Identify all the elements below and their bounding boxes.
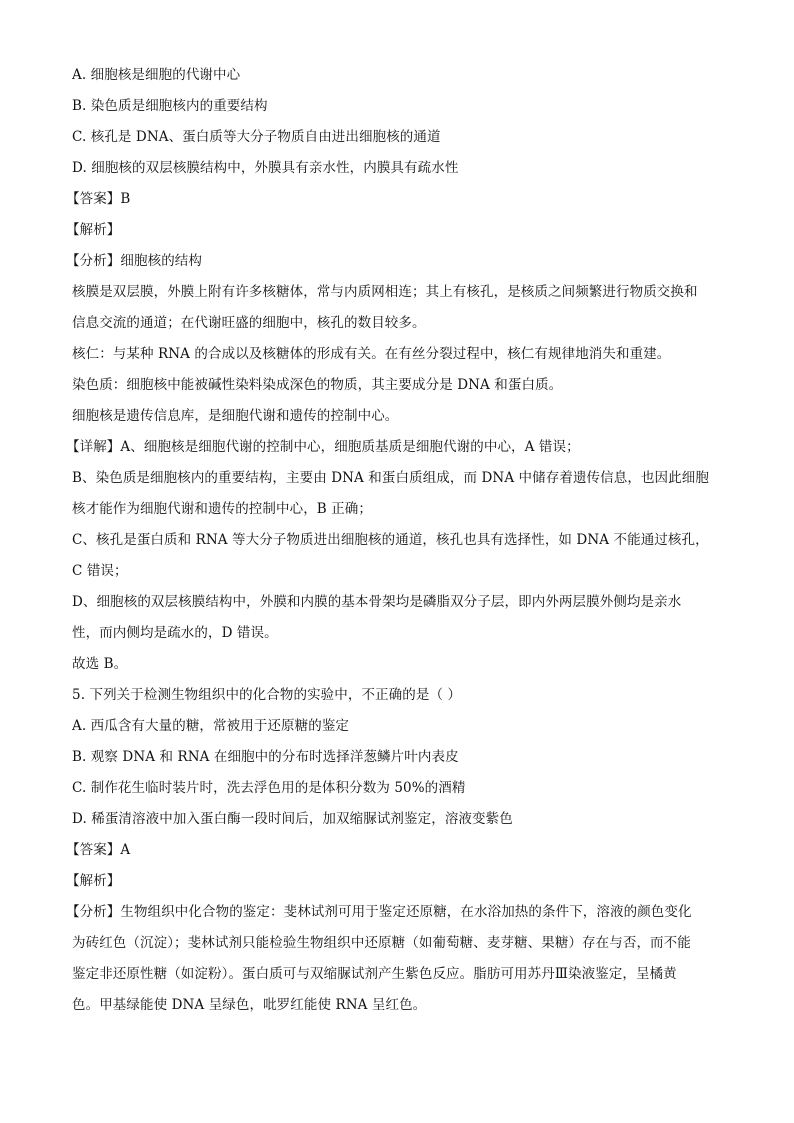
q5-analysis-line: 鉴定非还原性糖（如淀粉）。蛋白质可与双缩脲试剂产生紫色反应。脂肪可用苏丹Ⅲ染液鉴定，呈橘黄 — [72, 966, 677, 982]
q4-analysis-line: 故选 B。 — [72, 656, 128, 672]
q5-analysis-line: 为砖红色（沉淀）；斐林试剂只能检验生物组织中还原糖（如葡萄糖、麦芽糖、果糖）存在与否，而不能 — [72, 935, 691, 951]
q5-analysis-line: 【分析】生物组织中化合物的鉴定：斐林试剂可用于鉴定还原糖，在水浴加热的条件下，溶液的颜色变化 — [66, 904, 692, 920]
q4-analysis-heading: 【解析】 — [66, 222, 121, 238]
q4-option-b: B. 染色质是细胞核内的重要结构 — [72, 98, 268, 114]
q5-option-c: C. 制作花生临时装片时，洗去浮色用的是体积分数为 50%的酒精 — [72, 780, 466, 796]
q4-analysis-line: 核膜是双层膜，外膜上附有许多核糖体，常与内质网相连；其上有核孔，是核质之间频繁进行物质交换和 — [72, 284, 698, 300]
q5-option-b: B. 观察 DNA 和 RNA 在细胞中的分布时选择洋葱鳞片叶内表皮 — [72, 749, 459, 765]
q5-stem: 5. 下列关于检测生物组织中的化合物的实验中，不正确的是（ ） — [72, 687, 462, 703]
document-page — [66, 60, 722, 1021]
q4-analysis-line: 核仁：与某种 RNA 的合成以及核糖体的形成有关。在有丝分裂过程中，核仁有规律地消失和重建。 — [72, 346, 671, 362]
q4-analysis-line: D、细胞核的双层核膜结构中，外膜和内膜的基本骨架均是磷脂双分子层，即内外两层膜外侧均是亲水 — [72, 594, 682, 610]
q5-option-d: D. 稀蛋清溶液中加入蛋白酶一段时间后，加双缩脲试剂鉴定，溶液变紫色 — [72, 811, 513, 827]
q4-analysis-line: 性，而内侧均是疏水的，D 错误。 — [72, 625, 278, 641]
q4-analysis-line: 信息交流的通道；在代谢旺盛的细胞中，核孔的数目较多。 — [72, 315, 426, 331]
q4-answer: 【答案】B — [66, 191, 131, 207]
q5-answer: 【答案】A — [66, 842, 131, 858]
q4-analysis-line: 核才能作为细胞代谢和遗传的控制中心，B 正确； — [72, 501, 373, 517]
q4-analysis-line: 染色质：细胞核中能被碱性染料染成深色的物质，其主要成分是 DNA 和蛋白质。 — [72, 377, 563, 393]
q4-analysis-line: C、核孔是蛋白质和 RNA 等大分子物质进出细胞核的通道，核孔也具有选择性，如 DNA 不能通过核孔， — [72, 532, 709, 548]
q5-analysis-line: 色。甲基绿能使 DNA 呈绿色，吡罗红能使 RNA 呈红色。 — [72, 997, 427, 1013]
q4-analysis-line: 【详解】A、细胞核是细胞代谢的控制中心，细胞质基质是细胞代谢的中心，A 错误； — [66, 439, 580, 455]
q4-analysis-line: 【分析】细胞核的结构 — [66, 253, 202, 269]
q4-analysis-line: B、染色质是细胞核内的重要结构，主要由 DNA 和蛋白质组成，而 DNA 中储存着遗传信息，也因此细胞 — [72, 470, 709, 486]
q4-option-a: A. 细胞核是细胞的代谢中心 — [72, 67, 241, 83]
q4-option-c: C. 核孔是 DNA、蛋白质等大分子物质自由进出细胞核的通道 — [72, 129, 441, 145]
q5-option-a: A. 西瓜含有大量的糖，常被用于还原糖的鉴定 — [72, 718, 350, 734]
q4-analysis-line: 细胞核是遗传信息库，是细胞代谢和遗传的控制中心。 — [72, 408, 399, 424]
q5-analysis-heading: 【解析】 — [66, 873, 121, 889]
q4-option-d: D. 细胞核的双层核膜结构中，外膜具有亲水性，内膜具有疏水性 — [72, 160, 459, 176]
q4-analysis-line: C 错误； — [72, 563, 128, 579]
